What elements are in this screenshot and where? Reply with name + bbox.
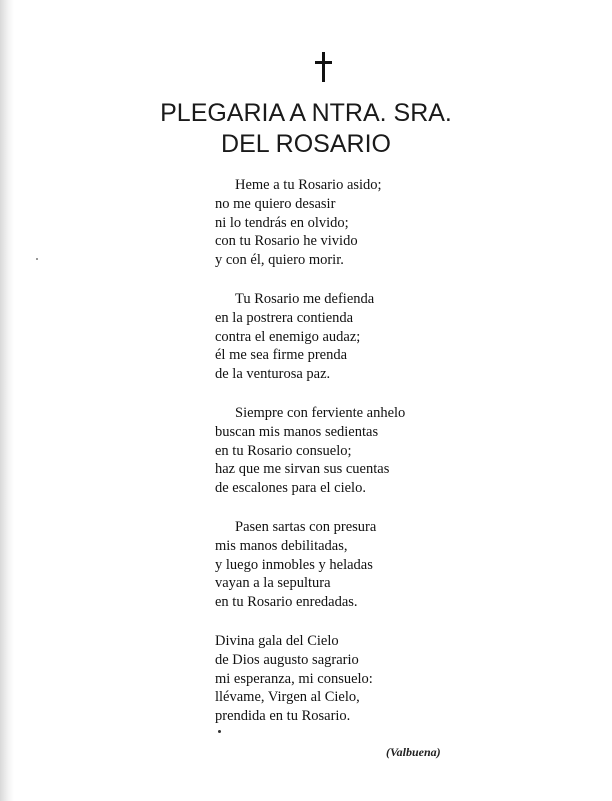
stanza-4 [215, 518, 555, 612]
poem-body [215, 176, 555, 746]
stanza-3 [215, 404, 555, 498]
author-attribution: (Valbuena) [386, 745, 441, 759]
verse: de Dios augusto sagrario [215, 651, 359, 668]
verse: él me sea firme prenda [215, 347, 348, 364]
verse: Siempre con ferviente anhelo [235, 404, 406, 421]
verse: haz que me sirvan sus cuentas [215, 461, 390, 478]
verse: en tu Rosario consuelo; [215, 442, 352, 459]
verse: vayan a la sepultura [215, 575, 331, 592]
verse: ni lo tendrás en olvido; [215, 214, 349, 231]
verse: llévame, Virgen al Cielo, [215, 689, 360, 706]
scan-speck [36, 258, 38, 260]
cross-icon [313, 52, 335, 82]
stanza-2 [215, 290, 555, 384]
verse: y luego inmobles y heladas [215, 556, 373, 573]
verse: Divina gala del Cielo [215, 632, 339, 649]
stanza-1 [215, 176, 555, 270]
verse: Heme a tu Rosario asido; [235, 177, 382, 193]
stanza-5 [215, 632, 555, 726]
verse: de la venturosa paz. [215, 366, 331, 383]
verse: Tu Rosario me defienda [235, 290, 375, 307]
verse: Pasen sartas con presura [235, 518, 377, 535]
ink-dot [218, 730, 221, 733]
verse: contra el enemigo audaz; [215, 328, 361, 345]
verse: con tu Rosario he vivido [215, 233, 358, 250]
verse: en la postrera contienda [215, 309, 354, 326]
title-line-1: PLEGARIA A NTRA. SRA. [160, 99, 452, 127]
verse: mis manos debilitadas, [215, 537, 348, 554]
verse: no me quiero desasir [215, 195, 336, 212]
verse: de escalones para el cielo. [215, 480, 366, 497]
verse: mi esperanza, mi consuelo: [215, 670, 373, 687]
title-line-2: DEL ROSARIO [221, 130, 391, 158]
verse: en tu Rosario enredadas. [215, 594, 358, 611]
verse: prendida en tu Rosario. [215, 708, 351, 725]
page-title [0, 98, 612, 160]
verse: y con él, quiero morir. [215, 252, 344, 269]
verse: buscan mis manos sedientas [215, 423, 379, 440]
